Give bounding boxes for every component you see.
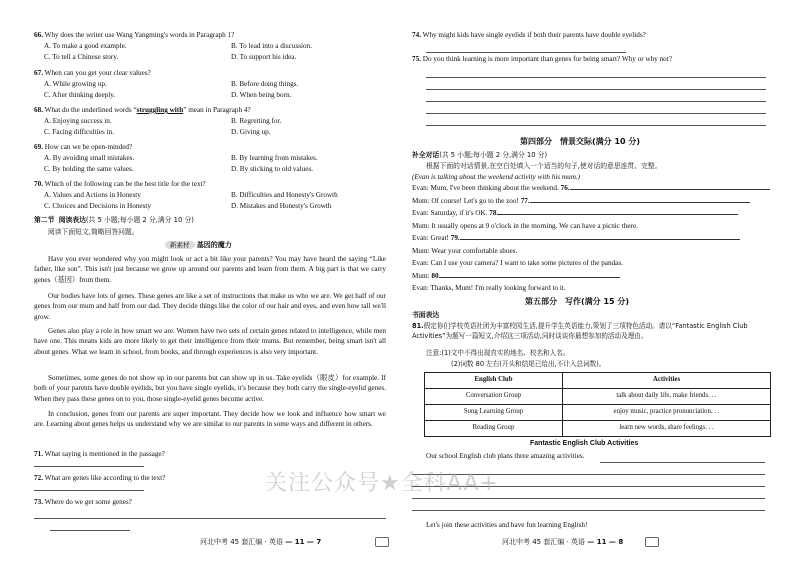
dialog-text: Mum:: [412, 271, 432, 280]
table-cell: Reading Group: [425, 421, 563, 437]
answer-blank: [498, 214, 738, 215]
question-67: [34, 69, 386, 100]
option-a: A. While growing up.: [44, 80, 107, 88]
writing-line: [412, 510, 765, 511]
table-cell: learn new words, share feelings. . .: [563, 421, 771, 437]
table-cell: talk about daily life, make friends. . .: [563, 389, 771, 405]
answer-line: [426, 101, 766, 102]
question-number: 73.: [34, 498, 43, 506]
option-b: B. Regretting for.: [231, 117, 282, 125]
dialog-line: Mum: Wear your comfortable shoes.: [412, 246, 518, 255]
dialog-text: Evan: Mum, I've been thinking about the weekend.: [412, 184, 561, 192]
question-text: Why does the writer use Wang Yangming's words in Paragraph 1?: [44, 31, 235, 39]
question-69: [34, 143, 386, 174]
table-cell: Conversation Group: [425, 389, 563, 405]
table-cell: enjoy music, practice pronunciation. . .: [563, 405, 771, 421]
essay-end: Let's join these activities and have fun learning English!: [426, 521, 588, 529]
question-text: Where do we get some genes?: [44, 498, 132, 506]
section-label: 第二节: [34, 216, 55, 224]
option-d: D. Mistakes and Honesty's Growth: [231, 201, 332, 210]
option-d: D. Giving up.: [231, 127, 271, 136]
option-c: C. Choices and Decisions in Honesty: [44, 201, 152, 210]
part-5-title: 第五部分 写作(满分 15 分): [525, 297, 630, 306]
essay-title: Fantastic English Club Activities: [530, 440, 639, 447]
question-text: 假定你们学校英语社团为丰富校园生活,提升学生英语能力,策划了三项特色活动。请以“Fantastic English Club Activities”为题写一篇短文,介绍这三项活动,同时谈谈你最想参加的活动及理由。: [412, 322, 748, 340]
question-number: 68.: [34, 106, 43, 114]
option-c: C. By holding the same values.: [44, 164, 134, 173]
passage-paragraph-2: Our bodies have lots of genes. These genes are like a set of instructions that make us who we are. We get half of our genes from our mum and half from our dad. They decide things like the color of our hair and eyes, and even how tall we'll grow.: [34, 292, 386, 321]
question-70: [34, 180, 386, 211]
question-text: When can you get your clear values?: [44, 69, 151, 77]
answer-line: [34, 518, 386, 519]
section-heading: 阅读表达: [58, 216, 86, 224]
option-d: D. By sticking to old values.: [231, 164, 314, 173]
answer-line: [34, 490, 144, 491]
option-b: B. Difficulties and Honesty's Growth: [231, 191, 338, 199]
question-66: [34, 31, 386, 62]
dialog: [412, 184, 782, 297]
question-text: What saying is mentioned in the passage?: [44, 450, 165, 458]
question-71: [34, 450, 386, 459]
option-a: A. Values and Actions in Honesty: [44, 191, 141, 199]
option-b: B. Before doing things.: [231, 80, 299, 88]
question-73: [34, 498, 386, 507]
answer-blank: [440, 277, 620, 278]
publisher-logo-icon: [375, 537, 389, 547]
question-text: Do you think learning is more important than genes for being smart? Why or why not?: [422, 55, 672, 63]
option-c: C. After thinking deeply.: [44, 90, 116, 99]
option-b: B. To lead into a discussion.: [231, 42, 313, 50]
dialog-text: Evan: Saturday, if it's OK.: [412, 209, 490, 217]
section-note: (共 5 小题;每小题 2 分,满分 10 分): [85, 216, 194, 224]
table-row: [425, 389, 771, 405]
question-text-pre: What do the underlined words “: [44, 106, 137, 114]
passage-title: [165, 241, 232, 250]
page-number: — 11 — 8: [587, 538, 624, 546]
dialog-text: Mum: Of course! Let's go to the zoo!: [412, 196, 521, 205]
question-number: 70.: [34, 180, 43, 188]
dialog-line: Evan: Can I use your camera? I want to take some pictures of the pandas.: [412, 259, 623, 267]
dialog-line: [412, 209, 782, 222]
part-4-subheading: [412, 151, 547, 159]
question-number: 71.: [34, 450, 43, 458]
scene-description: (Evan is talking about the weekend activity with his mum.): [412, 173, 581, 181]
note-2: (2)词数 80 左右(开头和结尾已给出,不计入总词数)。: [451, 360, 606, 368]
question-75: [412, 55, 782, 64]
passage-paragraph-3: Genes also play a role in how smart we are. Women have two sets of certain genes related to intelligence, while men have one. This means kids are more likely to get their intelligence from their mums. But remember, being smart isn't all about genes. What we learn in school, from books, and through experiences is also very important.: [34, 327, 386, 356]
answer-line: [50, 530, 130, 531]
dialog-line: [412, 272, 782, 285]
question-text: How can we be open-minded?: [44, 143, 133, 151]
option-a: A. To make a good example.: [44, 42, 127, 50]
activities-table: [424, 372, 771, 437]
blank-number: 79.: [450, 234, 460, 242]
answer-line: [426, 113, 766, 114]
option-c: C. To tell a Chinese story.: [44, 52, 119, 61]
option-a: A. By avoiding small mistakes.: [44, 154, 135, 162]
question-number: 69.: [34, 143, 43, 151]
answer-line: [426, 89, 766, 90]
table-header: Activities: [563, 373, 771, 389]
table-header-row: [425, 373, 771, 389]
question-text: What are genes like according to the text?: [44, 474, 166, 482]
passage-paragraph-5: In conclusion, genes from our parents are super important. They decide how we look and influence how smart we are. Learning about genes helps us understand why we are similar to our parents in some ways and different in others.: [34, 410, 386, 429]
passage-paragraph-1: Have you ever wondered why you might look or act a bit like your parents? You may have heard the saying “Like father, like son”. This isn't just because we grow up around our parents and learn from them. A big part is that we carry genes（基因）from them.: [34, 255, 386, 284]
page-footer: [200, 538, 321, 547]
dialog-line: Evan: Thanks, Mum! I'm really looking forward to it.: [412, 284, 566, 292]
question-number: 74.: [412, 31, 421, 39]
writing-line: [600, 462, 765, 463]
question-number: 72.: [34, 474, 43, 482]
part-5-subheading: 书面表达: [412, 311, 440, 319]
table-row: [425, 405, 771, 421]
question-81: [412, 322, 787, 341]
answer-blank: [460, 239, 740, 240]
question-number: 81.: [412, 322, 424, 330]
question-68: [34, 106, 386, 137]
blank-number: 77.: [520, 196, 530, 205]
option-a: A. Enjoying success in.: [44, 117, 112, 125]
dialog-line: [412, 234, 782, 247]
blank-number: 76.: [560, 184, 570, 192]
section-2-header: [34, 216, 386, 224]
question-number: 75.: [412, 55, 421, 63]
question-text: Which of the following can be the best title for the text?: [44, 180, 206, 188]
page-number: — 11 — 7: [285, 538, 322, 546]
part-4-instruction: 根据下面的对话情景,在空白处填入一个适当的句子,使对话的意思连贯、完整。: [426, 162, 662, 170]
answer-line: [34, 466, 144, 467]
dialog-line: Mum: It usually opens at 9 o'clock in the morning. We can have a picnic there.: [412, 221, 638, 230]
passage-paragraph-4: Sometimes, some genes do not show up in our parents but can show up in us. Take eyelids（眼皮）for example. If both of your parents have double eyelids, but you have single eyelids, it's because they both carry the single-eyelid genes. When they pass these genes on to you, those single-eyelid genes become active.: [34, 374, 386, 403]
dialog-line: [412, 197, 782, 210]
part-4-sub-label: 补全对话: [412, 151, 440, 159]
blank-number: 80.: [431, 271, 441, 280]
dialog-line: [412, 184, 782, 197]
option-d: D. To support his idea.: [231, 52, 297, 61]
question-text-post: ” mean in Paragraph 4?: [183, 106, 251, 114]
answer-blank: [530, 202, 750, 203]
blank-number: 78.: [489, 209, 499, 217]
footer-title: 河北中考 45 套汇编 · 英语: [502, 538, 586, 546]
option-c: C. Facing difficulties in.: [44, 127, 114, 136]
question-number: 66.: [34, 31, 43, 39]
answer-line: [426, 52, 626, 53]
material-tag: 新素材: [165, 241, 195, 249]
answer-line: [426, 125, 766, 126]
part-4-note: (共 5 小题;每小题 2 分,满分 10 分): [439, 151, 548, 159]
footer-title: 河北中考 45 套汇编 · 英语: [200, 538, 284, 546]
underlined-words: struggling with: [136, 106, 184, 114]
note-1: 注意:(1)文中不得出现真实的地名、校名和人名。: [426, 349, 570, 357]
question-text: Why might kids have single eyelids if both their parents have double eyelids?: [422, 31, 646, 39]
question-number: 67.: [34, 69, 43, 77]
option-b: B. By learning from mistakes.: [231, 154, 318, 162]
section-2-instruction: 阅读下面短文,简略回答问题。: [48, 228, 139, 236]
question-74: [412, 31, 772, 40]
answer-blank: [570, 189, 770, 190]
table-cell: Song Learning Group: [425, 405, 563, 421]
table-row: [425, 421, 771, 437]
option-d: D. When being born.: [231, 90, 292, 99]
answer-line: [426, 77, 766, 78]
table-header: English Club: [425, 373, 563, 389]
essay-start: Our school English club plans three amazing activities.: [426, 452, 585, 460]
part-4-title: 第四部分 情景交际(满分 10 分): [520, 137, 641, 146]
dialog-text: Evan: Great!: [412, 234, 451, 242]
page-footer: [502, 538, 623, 547]
writing-line: [412, 498, 765, 499]
passage-title-text: 基因的魔力: [196, 241, 232, 249]
publisher-logo-icon: [645, 537, 659, 547]
watermark: 关注公众号★全科AA+: [265, 471, 499, 496]
